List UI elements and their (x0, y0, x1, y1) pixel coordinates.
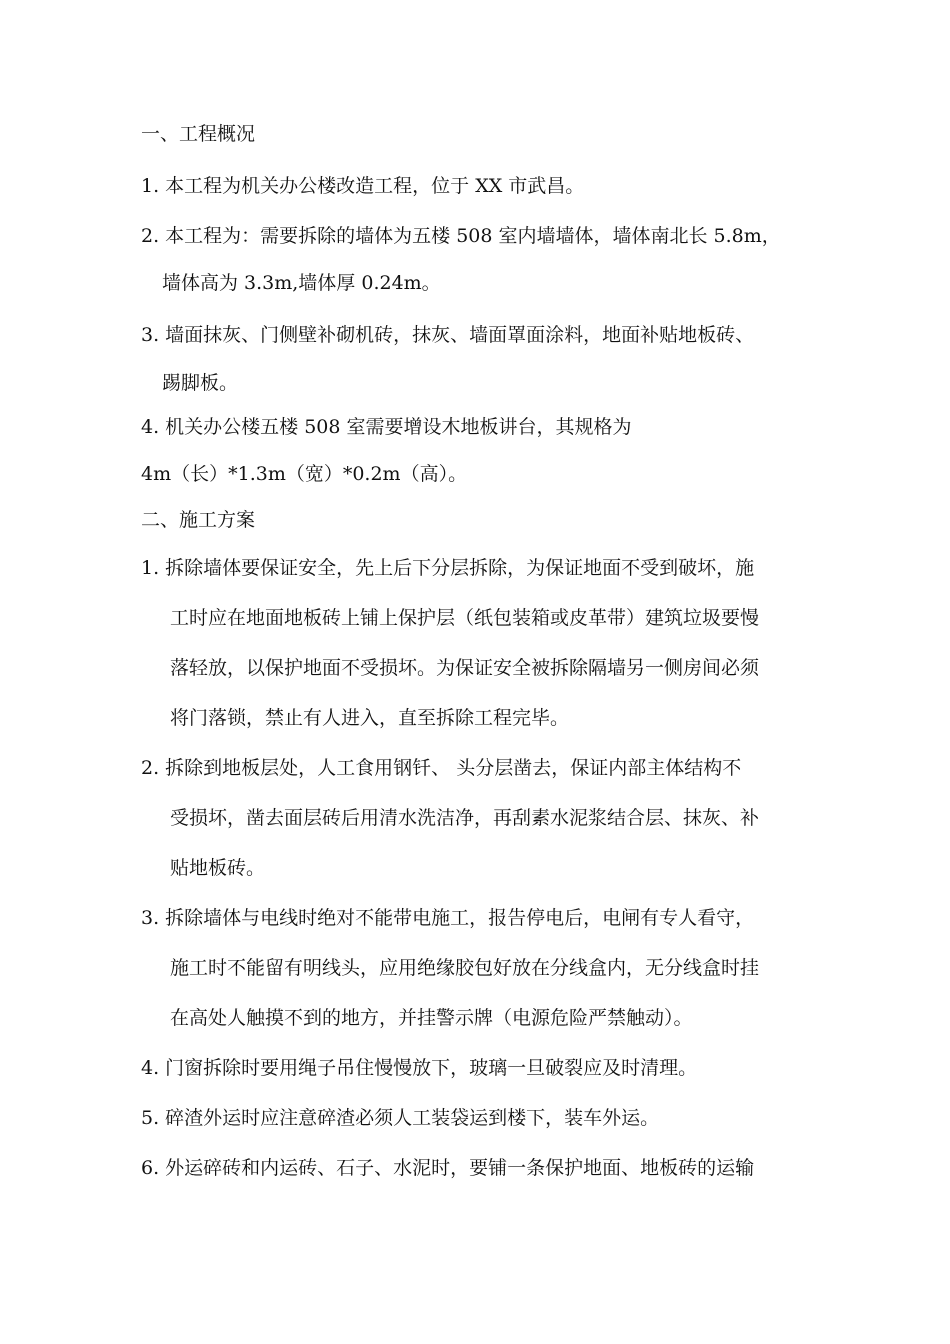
plan-item-4: 4. 门窗拆除时要用绳子吊住慢慢放下，玻璃一旦破裂应及时清理。 (141, 1057, 698, 1079)
section-heading-overview: 一、工程概况 (141, 123, 256, 145)
plan-item-3-cont-a: 施工时不能留有明线头，应用绝缘胶包好放在分线盒内，无分线盒时挂 (170, 957, 760, 979)
plan-item-1-cont-c: 将门落锁，禁止有人进入，直至拆除工程完毕。 (170, 707, 570, 729)
paragraph-item-4-cont: 4m（长）*1.3m（宽）*0.2m（高）。 (141, 463, 468, 485)
plan-item-2-cont-a: 受损坏，凿去面层砖后用清水洗洁净，再刮素水泥浆结合层、抹灰、补 (170, 807, 760, 829)
plan-item-5: 5. 碎渣外运时应注意碎渣必须人工装袋运到楼下，装车外运。 (141, 1107, 660, 1129)
paragraph-item-3: 3. 墙面抹灰、门侧壁补砌机砖，抹灰、墙面罩面涂料，地面补贴地板砖、 (141, 324, 755, 346)
plan-item-2: 2. 拆除到地板层处，人工食用钢钎、 头分层凿去，保证内部主体结构不 (141, 757, 742, 779)
plan-item-2-cont-b: 贴地板砖。 (170, 857, 266, 879)
paragraph-item-3-cont: 踢脚板。 (162, 372, 239, 394)
plan-item-1-cont-a: 工时应在地面地板砖上铺上保护层（纸包装箱或皮革带）建筑垃圾要慢 (170, 607, 760, 629)
plan-item-3-cont-b: 在高处人触摸不到的地方，并挂警示牌（电源危险严禁触动）。 (170, 1007, 693, 1029)
plan-item-1: 1. 拆除墙体要保证安全，先上后下分层拆除，为保证地面不受到破坏，施 (141, 557, 755, 579)
plan-item-1-cont-b: 落轻放，以保护地面不受损坏。为保证安全被拆除隔墙另一侧房间必须 (170, 657, 760, 679)
plan-item-6: 6. 外运碎砖和内运砖、石子、水泥时，要铺一条保护地面、地板砖的运输 (141, 1157, 755, 1179)
paragraph-item-2-cont: 墙体高为 3.3m,墙体厚 0.24m。 (162, 272, 441, 294)
section-heading-plan: 二、施工方案 (141, 509, 256, 531)
paragraph-item-2: 2. 本工程为：需要拆除的墙体为五楼 508 室内墙墙体，墙体南北长 5.8m， (141, 225, 781, 247)
paragraph-item-1: 1. 本工程为机关办公楼改造工程，位于 XX 市武昌。 (141, 175, 585, 197)
plan-item-3: 3. 拆除墙体与电线时绝对不能带电施工，报告停电后，电闸有专人看守， (141, 907, 755, 929)
paragraph-item-4: 4. 机关办公楼五楼 508 室需要增设木地板讲台，其规格为 (141, 416, 632, 438)
